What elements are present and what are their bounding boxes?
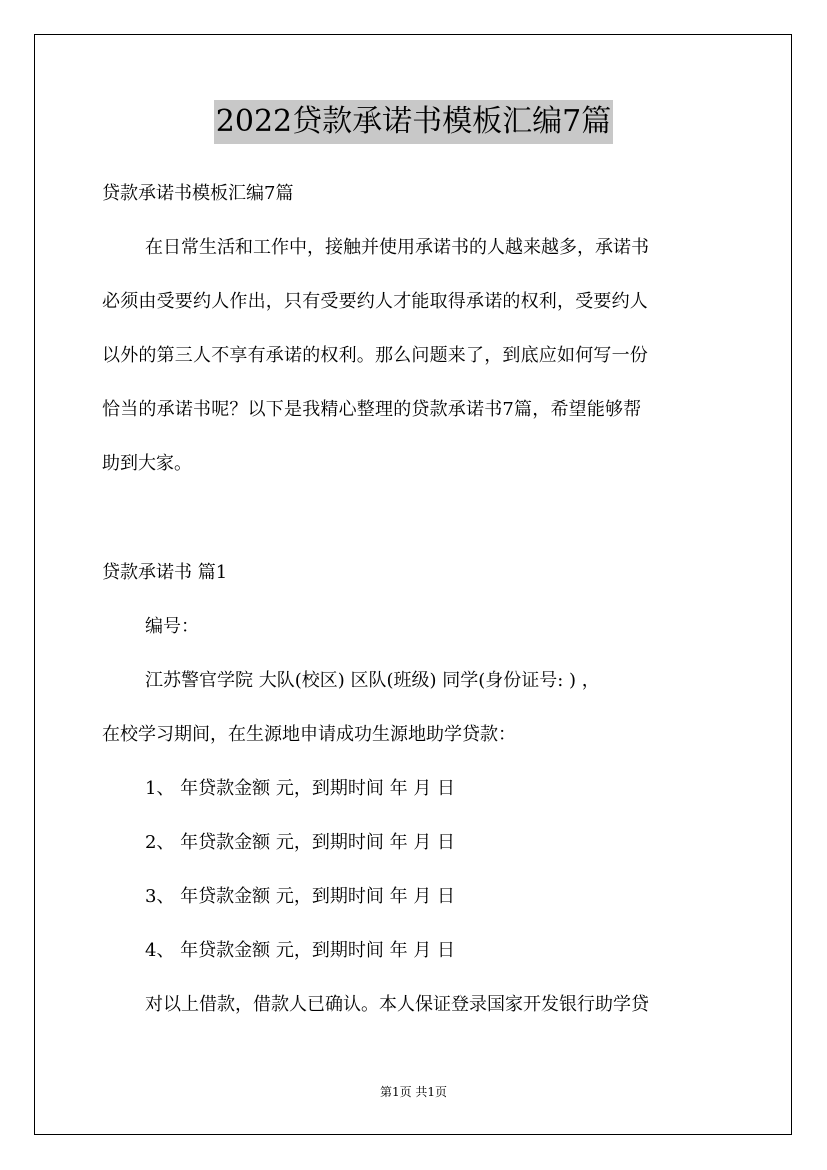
page-footer: 第1页 共1页: [379, 1085, 448, 1099]
intro-line-4: 恰当的承诺书呢？以下是我精心整理的贷款承诺书7篇，希望能够帮: [102, 399, 642, 420]
loan-item-4: 4、 年贷款金额 元，到期时间 年 月 日: [145, 940, 456, 961]
section-heading: 贷款承诺书 篇1: [102, 562, 228, 583]
loan-item-3: 3、 年贷款金额 元，到期时间 年 月 日: [145, 886, 456, 907]
title-container: [0, 100, 827, 144]
intro-line-1: 在日常生活和工作中，接触并使用承诺书的人越来越多，承诺书: [145, 237, 649, 258]
body-line-1: 江苏警官学院 大队(校区) 区队(班级) 同学(身份证号: ) ，: [145, 670, 600, 691]
body-line-2: 在校学习期间，在生源地申请成功生源地助学贷款：: [102, 724, 516, 745]
closing-line: 对以上借款，借款人已确认。本人保证登录国家开发银行助学贷: [145, 994, 649, 1015]
loan-item-2: 2、 年贷款金额 元，到期时间 年 月 日: [145, 832, 456, 853]
intro-line-2: 必须由受要约人作出，只有受要约人才能取得承诺的权利，受要约人: [102, 291, 648, 312]
document-subtitle: 贷款承诺书模板汇编7篇: [102, 183, 294, 204]
intro-line-5: 助到大家。: [102, 453, 192, 474]
number-label: 编号：: [145, 616, 199, 637]
intro-line-3: 以外的第三人不享有承诺的权利。那么问题来了，到底应如何写一份: [102, 345, 648, 366]
loan-item-1: 1、 年贷款金额 元，到期时间 年 月 日: [145, 778, 456, 799]
document-title: 2022贷款承诺书模板汇编7篇: [214, 100, 613, 144]
